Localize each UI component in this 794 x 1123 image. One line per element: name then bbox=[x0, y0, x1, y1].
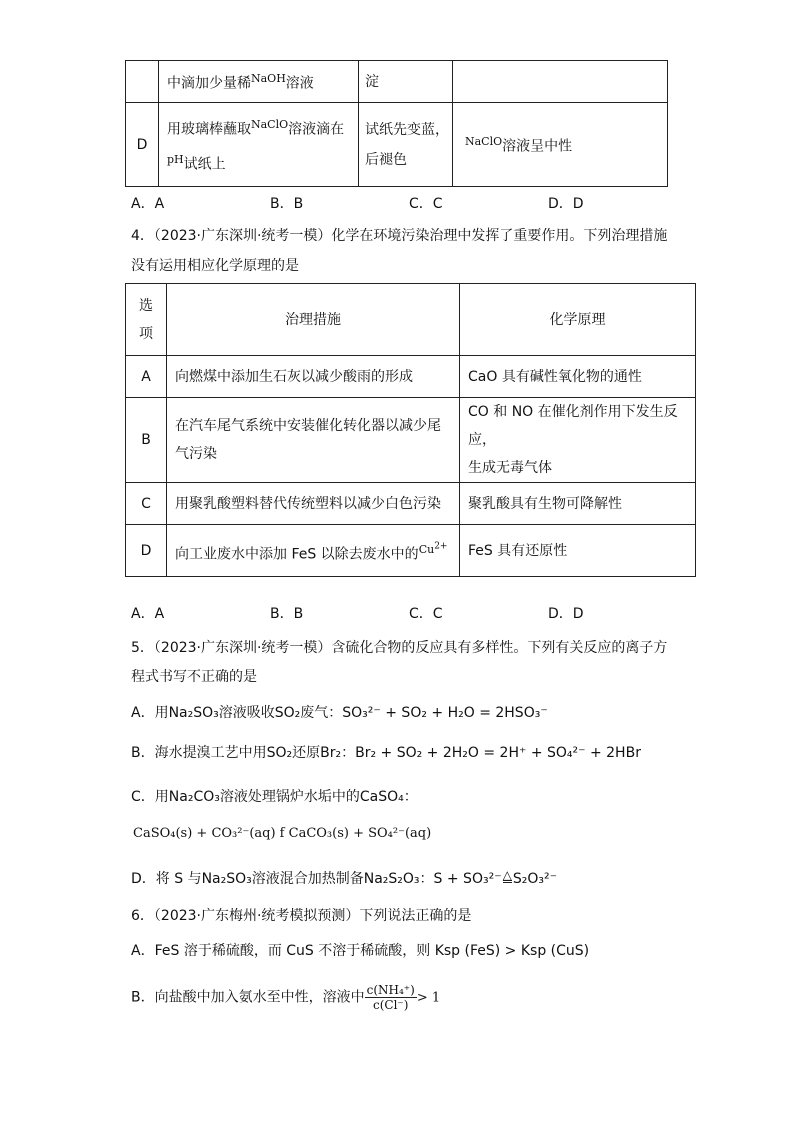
row-principle: CaO 具有碱性氧化物的通性 bbox=[460, 356, 696, 398]
cell-text: 气污染 bbox=[175, 446, 217, 462]
option-c[interactable]: C．C bbox=[409, 196, 443, 212]
question5-option-c-equation: CaSO₄(s) + CO₃²⁻(aq) f CaCO₃(s) + SO₄²⁻(aq) bbox=[133, 826, 432, 841]
row-measure bbox=[167, 525, 460, 577]
ion-symbol: Cu bbox=[418, 543, 435, 556]
option-a[interactable]: A．A bbox=[131, 196, 165, 212]
question5-option-b[interactable]: B．海水提溴工艺中用SO₂还原Br₂：Br₂ + SO₂ + 2H₂O = 2H⁺ + SO₄²⁻ + 2HBr bbox=[131, 745, 641, 761]
question5-option-c[interactable]: C．用Na₂CO₃溶液处理锅炉水垢中的CaSO₄： bbox=[131, 789, 418, 805]
table-cell bbox=[159, 103, 359, 187]
chem-formula: NaClO bbox=[465, 135, 503, 149]
question5-stem-line2: 程式书写不正确的是 bbox=[131, 669, 257, 685]
cell-text: 生成无毒气体 bbox=[468, 460, 552, 476]
question5-option-a[interactable]: A．用Na₂SO₃溶液吸收SO₂废气：SO₃²⁻ + SO₂ + H₂O = 2HSO₃⁻ bbox=[131, 705, 548, 721]
question4-options bbox=[131, 603, 691, 623]
header-option bbox=[126, 284, 167, 356]
header-principle: 化学原理 bbox=[460, 284, 696, 356]
ion-charge: 2+ bbox=[434, 541, 448, 552]
cell-text: 溶液滴在 bbox=[288, 121, 345, 138]
equation-right: S₂O₃²⁻ bbox=[512, 871, 557, 887]
table-cell bbox=[453, 61, 668, 103]
fraction bbox=[365, 983, 417, 1012]
chem-formula: NaClO bbox=[251, 117, 289, 131]
table-cell bbox=[159, 61, 359, 103]
option-b[interactable]: B．B bbox=[270, 196, 304, 212]
row-measure: 向燃煤中添加生石灰以减少酸雨的形成 bbox=[167, 356, 460, 398]
fraction-numerator: c(NH₄⁺) bbox=[366, 983, 415, 997]
row-option: B bbox=[126, 398, 167, 483]
question4-stem-line2: 没有运用相应化学原理的是 bbox=[131, 258, 299, 274]
chem-formula: pH bbox=[167, 152, 184, 166]
chem-ion bbox=[419, 543, 448, 556]
table-cell: D bbox=[126, 103, 159, 187]
row-measure: 用聚乳酸塑料替代传统塑料以减少白色污染 bbox=[167, 483, 460, 525]
cell-text: 后褪色 bbox=[365, 151, 407, 168]
cell-text: 试纸先变蓝， bbox=[365, 121, 449, 138]
option-a[interactable]: A．A bbox=[131, 606, 165, 622]
table-cell bbox=[453, 103, 668, 187]
heat-arrow-icon: △ bbox=[502, 868, 512, 882]
row-principle: FeS 具有还原性 bbox=[460, 525, 696, 577]
option-text: B．向盐酸中加入氨水至中性，溶液中 bbox=[131, 989, 365, 1006]
option-text: > 1 bbox=[416, 990, 441, 1006]
cell-text: 用玻璃棒蘸取 bbox=[167, 121, 251, 138]
chem-formula: NaOH bbox=[251, 72, 286, 86]
cell-text: 中滴加少量稀 bbox=[167, 75, 251, 92]
row-principle: 聚乳酸具有生物可降解性 bbox=[460, 483, 696, 525]
option-d[interactable]: D．D bbox=[548, 606, 584, 622]
row-option: A bbox=[126, 356, 167, 398]
cell-text: 溶液 bbox=[285, 75, 314, 92]
row-option: C bbox=[126, 483, 167, 525]
header-text: 项 bbox=[139, 325, 153, 342]
row-option: D bbox=[126, 525, 167, 577]
table-row bbox=[126, 525, 696, 577]
question6-option-b[interactable] bbox=[131, 983, 440, 1012]
option-b[interactable]: B．B bbox=[270, 606, 304, 622]
header-measure: 治理措施 bbox=[167, 284, 460, 356]
table-row bbox=[126, 356, 696, 398]
row-measure bbox=[167, 398, 460, 483]
cell-text: 在汽车尾气系统中安装催化转化器以减少尾 bbox=[175, 418, 441, 434]
table-header-row bbox=[126, 284, 696, 356]
table-row bbox=[126, 61, 668, 103]
question5-option-d[interactable] bbox=[131, 868, 557, 888]
question4-table bbox=[125, 283, 696, 577]
row-principle bbox=[460, 398, 696, 483]
cell-text: 试纸上 bbox=[183, 156, 226, 173]
cell-text: 向工业废水中添加 FeS 以除去废水中的 bbox=[175, 546, 419, 563]
equation-left: D．将 S 与Na₂SO₃溶液混合加热制备Na₂S₂O₃：S + SO₃²⁻ bbox=[131, 871, 502, 887]
question6-option-a[interactable]: A．FeS 溶于稀硫酸，而 CuS 不溶于稀硫酸，则 Ksp (FeS) > Ksp (CuS) bbox=[131, 943, 590, 959]
question5-stem-line1: 5．（2023·广东深圳·统考一模）含硫化合物的反应具有多样性。下列有关反应的离子方 bbox=[131, 640, 668, 656]
table-row bbox=[126, 398, 696, 483]
cell-text: CO 和 NO 在催化剂作用下发生反应， bbox=[468, 404, 678, 448]
question4-stem-line1: 4．（2023·广东深圳·统考一模）化学在环境污染治理中发挥了重要作用。下列治理措施 bbox=[131, 228, 668, 244]
option-d[interactable]: D．D bbox=[548, 196, 584, 212]
question6-stem: 6．（2023·广东梅州·统考模拟预测）下列说法正确的是 bbox=[131, 908, 472, 924]
table-cell: 淀 bbox=[359, 61, 453, 103]
question3-options bbox=[131, 193, 691, 213]
option-c[interactable]: C．C bbox=[409, 606, 443, 622]
table-row bbox=[126, 483, 696, 525]
header-text: 选 bbox=[139, 297, 153, 314]
question3-table bbox=[125, 60, 668, 187]
table-cell bbox=[359, 103, 453, 187]
table-row bbox=[126, 103, 668, 187]
table-cell bbox=[126, 61, 159, 103]
cell-text: 溶液呈中性 bbox=[502, 138, 573, 155]
fraction-denominator: c(Cl⁻) bbox=[372, 998, 409, 1012]
